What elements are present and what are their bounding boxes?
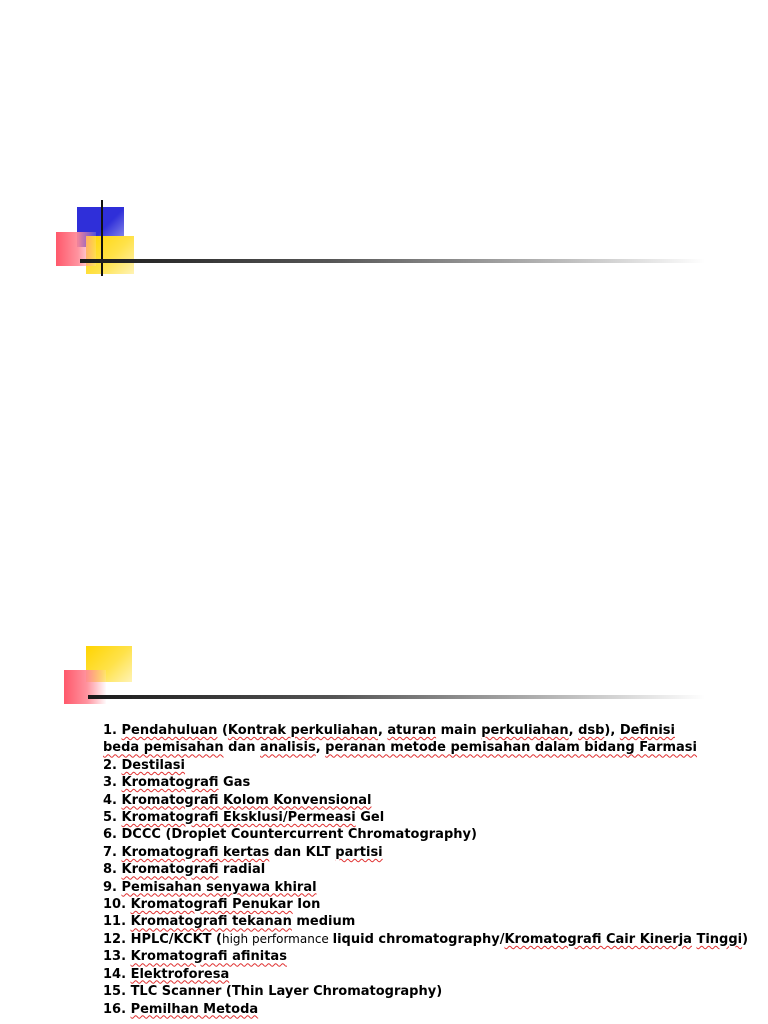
- list-item-text: ,: [568, 723, 579, 738]
- list-item: [103, 826, 703, 843]
- list-item-number: 15.: [103, 984, 127, 1000]
- list-item-number: 2.: [103, 757, 117, 773]
- list-item-number: 8.: [103, 862, 117, 878]
- title-underline: [88, 695, 705, 699]
- list-item-text: Destilasi: [121, 757, 185, 773]
- list-item-text: ): [436, 984, 443, 1000]
- list-item-text: Gas: [218, 775, 251, 791]
- list-item-text: peranan metode pemisahan dalam bidang Farmasi: [325, 740, 698, 756]
- list-item: [103, 1001, 703, 1018]
- list-item: [103, 966, 703, 983]
- list-item: [103, 809, 703, 826]
- list-item-text: (: [217, 723, 228, 738]
- list-item-text: aturan: [387, 723, 437, 738]
- list-item: [103, 792, 703, 809]
- list-item-number: 5.: [103, 810, 117, 826]
- list-item-number: 9.: [103, 879, 117, 895]
- list-item-text: liquid chromatography/: [332, 931, 505, 947]
- list-item-text: ),: [604, 723, 620, 738]
- list-item-text: DCCC (Droplet Countercurrent Chromatography): [121, 827, 477, 843]
- list-item-text: Kromatografi Eksklusi/Permeasi: [121, 810, 356, 826]
- list-item-text: high performance: [221, 931, 333, 946]
- list-item: [103, 931, 749, 948]
- list-item: [103, 757, 703, 774]
- list-item-text: Pemilhan Metoda: [130, 1001, 259, 1017]
- list-item-text: Thin Layer Chromatography: [231, 984, 437, 1000]
- list-item-text: Kromatografi: [121, 775, 219, 791]
- list-item-text: perkuliahan: [481, 723, 569, 738]
- list-item-text: Ion: [292, 897, 321, 913]
- list-item-number: 11.: [103, 914, 127, 930]
- list-item-text: TLC Scanner (: [130, 984, 232, 1000]
- list-item-text: Kontrak perkuliahan: [227, 723, 378, 738]
- list-item-text: Kromatografi: [121, 862, 219, 878]
- syllabus-list: [103, 722, 749, 1018]
- slide-2: [0, 512, 768, 1024]
- list-item-number: 12.: [103, 931, 127, 947]
- list-item-text: Kromatografi afinitas: [130, 949, 287, 965]
- list-item-number: 16.: [103, 1001, 127, 1017]
- list-item-text: ,: [377, 723, 388, 738]
- list-item-text: radial: [218, 862, 266, 878]
- list-item-text: Pendahuluan: [121, 723, 218, 738]
- list-item: [103, 861, 703, 878]
- list-item-text: Kromatografi Penukar: [130, 897, 293, 913]
- list-item-text: HPLC/KCKT (: [130, 931, 222, 947]
- list-item-text: Kromatografi Cair Kinerja: [504, 931, 692, 947]
- title-underline: [80, 259, 705, 263]
- list-item: [103, 896, 703, 913]
- list-item-text: ,: [315, 740, 326, 756]
- list-item-text: dsb: [578, 723, 605, 738]
- list-item-text: Kromatografi tekanan: [130, 914, 292, 930]
- list-item-number: 4.: [103, 792, 117, 808]
- list-item: [103, 879, 703, 896]
- list-item-number: 1.: [103, 723, 117, 738]
- list-item-text: Pemisahan senyawa khiral: [121, 879, 317, 895]
- list-item: [103, 774, 703, 791]
- list-item-text: partisi: [335, 844, 383, 860]
- list-item-number: 6.: [103, 827, 117, 843]
- list-item-text: Elektroforesa: [130, 966, 230, 982]
- list-item-number: 10.: [103, 897, 127, 913]
- list-item-text: Gel: [355, 810, 385, 826]
- list-item-number: 3.: [103, 775, 117, 791]
- list-item-text: Kromatografi kertas: [121, 844, 270, 860]
- list-item-number: 13.: [103, 949, 127, 965]
- list-item-text: dan KLT: [269, 844, 336, 860]
- list-item-number: 7.: [103, 844, 117, 860]
- list-item-number: 14.: [103, 966, 127, 982]
- list-item-text: analisis: [260, 740, 316, 756]
- list-item-text: ): [742, 931, 749, 947]
- list-item-text: medium: [291, 914, 356, 930]
- list-item: [103, 722, 703, 757]
- list-item: [103, 983, 703, 1000]
- list-item-text: Definisi beda pemisahan: [103, 723, 675, 756]
- list-item: [103, 844, 703, 861]
- list-item: [103, 948, 703, 965]
- list-item-text: main: [436, 723, 482, 738]
- list-item-text: Tinggi: [696, 931, 743, 947]
- list-item-text: dan: [223, 740, 261, 756]
- list-item: [103, 913, 703, 930]
- vertical-rule: [101, 200, 103, 276]
- list-item-text: Kromatografi Kolom Konvensional: [121, 792, 372, 808]
